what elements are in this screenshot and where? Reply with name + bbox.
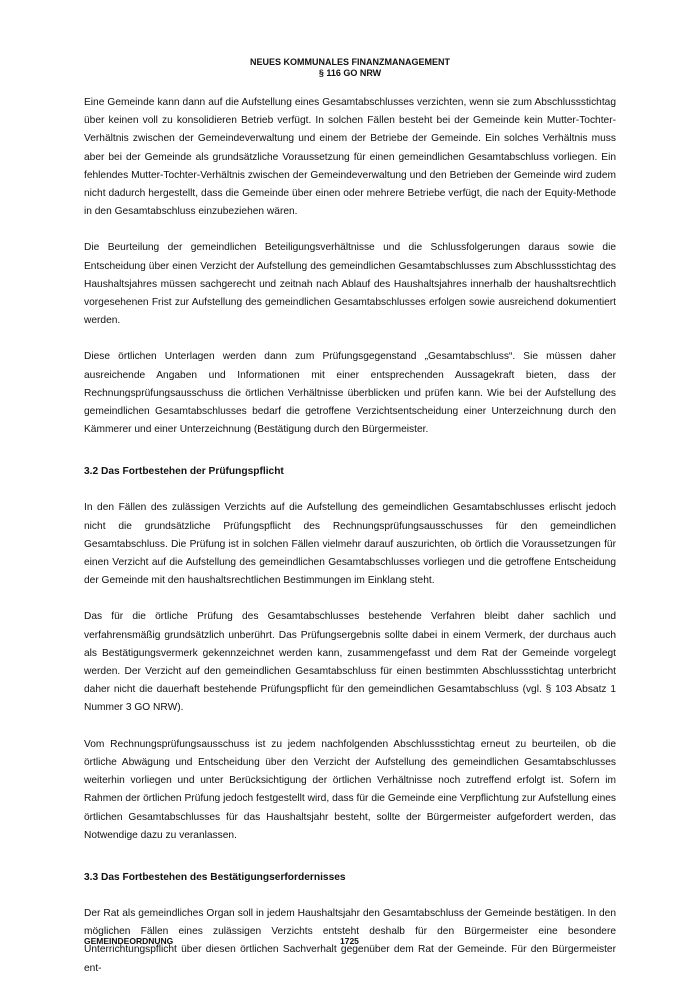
- page-number: 1725: [340, 936, 359, 946]
- header-title: NEUES KOMMUNALES FINANZMANAGEMENT: [250, 57, 450, 67]
- document-body: [84, 94, 616, 996]
- paragraph: Vom Rechnungsprüfungsausschuss ist zu jedem nachfolgenden Abschlussstichtag erneut zu beurteilen, ob die örtliche Abwägung und Entscheidung über den Verzicht der Aufstellung des gemeindlichen Gesamtabschlusses weiterhin vorliegen und unter Berücksichtigung der örtlichen Verhältnisse noch zutreffend erfolgt ist. Sofern im Rahmen der örtlichen Prüfung jedoch festgestellt wird, dass für die Gemeinde eine Verpflichtung zur Aufstellung eines örtlichen Gesamtabschlusses für das Haushaltsjahr besteht, sollte der Bürgermeister aufgefordert werden, das Notwendige dazu zu veranlassen.: [84, 738, 616, 841]
- paragraph: Das für die örtliche Prüfung des Gesamtabschlusses bestehende Verfahren bleibt daher sachlich und verfahrensmäßig grundsätzlich unberührt. Das Prüfungsergebnis sollte dabei in einem Vermerk, der durchaus auch als Bestätigungsvermerk gekennzeichnet werden kann, zusammengefasst und dem Rat der Gemeinde vorgelegt werden. Der Verzicht auf den gemeindlichen Gesamtabschluss für einen bestimmten Abschlussstichtag unterbricht daher nicht die dauerhaft bestehende Prüfungspflicht für den gemeindlichen Gesamtabschluss (vgl. § 103 Absatz 1 Nummer 3 GO NRW).: [84, 611, 616, 714]
- paragraph: Eine Gemeinde kann dann auf die Aufstellung eines Gesamtabschlusses verzichten, wenn sie zum Abschlussstichtag über keinen voll zu konsolidieren Betrieb verfügt. In solchen Fällen besteht bei der Gemeinde kein Mutter-Tochter-Verhältnis zwischen der Gemeindeverwaltung und einem der Betriebe der Gemeinde. Ein solches Verhältnis muss aber bei der Gemeinde als grundsätzliche Voraussetzung für einen gemeindlichen Gesamtabschluss vorliegen. Ein fehlendes Mutter-Tochter-Verhältnis zwischen der Gemeindeverwaltung und den Betrieben der Gemeinde wird zudem nicht dadurch hergestellt, dass die Gemeinde über einen oder mehrere Betriebe verfügt, die nach der Equity-Methode in den Gesamtabschluss einzubeziehen wären.: [84, 97, 616, 218]
- section-heading-3-3: 3.3 Das Fortbestehen des Bestätigungserfordernisses: [84, 871, 346, 883]
- paragraph: Der Rat als gemeindliches Organ soll in jedem Haushaltsjahr den Gesamtabschluss der Gemeinde bestätigen. In den möglichen Fällen eines zulässigen Verzichts entsteht deshalb für den Bürgermeister eine besondere Unterrichtungspflicht über diesen örtlichen Sachverhalt gegenüber dem Rat der Gemeinde. Für den Bürgermeister ent-: [84, 907, 616, 974]
- footer-label: GEMEINDEORDNUNG: [84, 936, 174, 946]
- paragraph: Diese örtlichen Unterlagen werden dann zum Prüfungsgegenstand „Gesamtabschluss“. Sie müssen daher ausreichende Angaben und Informationen mit einer entsprechenden Aussagekraft bieten, dass der Rechnungsprüfungsausschuss die örtlichen Verhältnisse überblicken und prüfen kann. Wie bei der Aufstellung des gemeindlichen Gesamtabschlusses bedarf die getroffene Verzichtsentscheidung einer Unterzeichnung durch den Kämmerer und einer Unterzeichnung (Bestätigung durch den Bürgermeister.: [84, 351, 616, 436]
- section-heading-3-2: 3.2 Das Fortbestehen der Prüfungspflicht: [84, 466, 284, 478]
- paragraph: Die Beurteilung der gemeindlichen Beteiligungsverhältnisse und die Schlussfolgerungen daraus sowie die Entscheidung über einen Verzicht der Aufstellung des gemeindlichen Gesamtabschlusses zum Abschlussstichtag des Haushaltsjahres müssen sachgerecht und zeitnah nach Ablauf des Haushaltsjahres innerhalb der haushaltsrechtlich vorgesehenen Frist zur Aufstellung des gemeindlichen Gesamtabschlusses erfolgen sowie ausreichend dokumentiert werden.: [84, 242, 616, 327]
- page-header: [0, 57, 700, 79]
- header-section-ref: § 116 GO NRW: [318, 68, 382, 78]
- paragraph: In den Fällen des zulässigen Verzichts auf die Aufstellung des gemeindlichen Gesamtabschlusses erlischt jedoch nicht die grundsätzliche Prüfungspflicht des Rechnungsprüfungsausschusses für den gemeindlichen Gesamtabschluss. Die Prüfung ist in solchen Fällen vielmehr darauf auszurichten, ob örtlich die Voraussetzungen für einen Verzicht auf die Aufstellung des gemeindlichen Gesamtabschlusses vorliegen und die getroffene Entscheidung der Gemeinde mit den haushaltsrechtlichen Bestimmungen im Einklang steht.: [84, 502, 616, 587]
